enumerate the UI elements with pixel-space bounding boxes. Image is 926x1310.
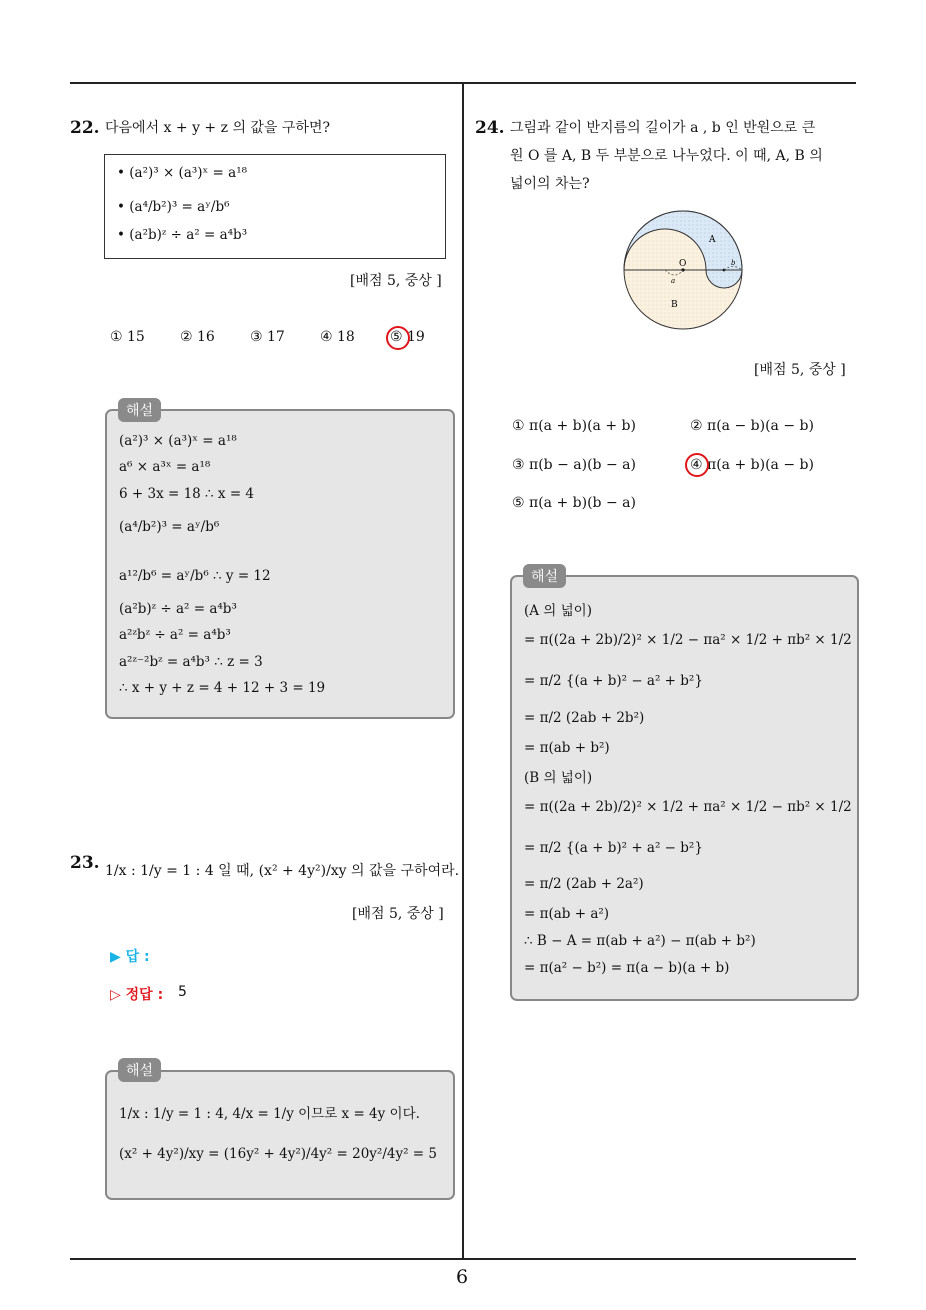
q22-sol-line-3: 6 + 3x = 18 ∴ x = 4 — [119, 486, 255, 502]
label-radius-b: b — [731, 259, 736, 267]
q23-solution-box — [105, 1070, 455, 1200]
q24-sol-line-5: = π(ab + b²) — [524, 740, 610, 756]
q24-sol-line-1: (A 의 넓이) — [524, 603, 592, 619]
q22-sol-line-1: (a²)³ × (a³)ˣ = a¹⁸ — [119, 433, 237, 449]
q24-question-line-1: 그림과 같이 반지름의 길이가 a , b 인 반원으로 큰 — [510, 120, 816, 136]
q24-sol-line-11: ∴ B − A = π(ab + a²) − π(ab + b²) — [524, 933, 756, 949]
label-a-region: A — [709, 235, 716, 245]
q24-question-line-2: 원 O 를 A, B 두 부분으로 나누었다. 이 때, A, B 의 — [510, 148, 823, 164]
q23-correct-label: ▷ 정답 : — [110, 987, 164, 1003]
q22-sol-line-7: a²ᶻbᶻ ÷ a² = a⁴b³ — [119, 627, 231, 643]
page-number: 6 — [456, 1266, 469, 1288]
q23-score: [배점 5, 중상 ] — [352, 906, 444, 922]
q24-solution-box — [510, 575, 859, 1001]
q22-choice-2[interactable]: ② 16 — [180, 329, 215, 345]
q22-sol-line-2: a⁶ × a³ˣ = a¹⁸ — [119, 459, 211, 475]
q22-sol-line-8: a²ᶻ⁻²bᶻ = a⁴b³ ∴ z = 3 — [119, 654, 263, 670]
q24-sol-line-7: = π((2a + 2b)/2)² × 1/2 + πa² × 1/2 − πb² × 1/2 — [524, 799, 852, 815]
label-o: O — [679, 259, 687, 269]
q24-choice-2[interactable]: ② π(a − b)(a − b) — [690, 418, 814, 434]
q23-sol-line-1: 1/x : 1/y = 1 : 4, 4/x = 1/y 이므로 x = 4y 이다. — [119, 1106, 420, 1122]
q22-choice-1[interactable]: ① 15 — [110, 329, 145, 345]
q24-number: 24. — [475, 118, 505, 138]
q24-sol-line-2: = π((2a + 2b)/2)² × 1/2 − πa² × 1/2 + πb² × 1/2 — [524, 632, 852, 648]
q24-score: [배점 5, 중상 ] — [754, 362, 846, 378]
q22-condition-2: • (a⁴/b²)³ = aʸ/b⁶ — [117, 199, 230, 215]
q24-choice-1[interactable]: ① π(a + b)(a + b) — [512, 418, 636, 434]
q22-sol-line-4: (a⁴/b²)³ = aʸ/b⁶ — [119, 519, 220, 535]
label-radius-a: a — [671, 277, 676, 285]
q24-choice-3[interactable]: ③ π(b − a)(b − a) — [512, 457, 636, 473]
q24-circle-figure — [620, 208, 750, 338]
q24-sol-line-8: = π/2 {(a + b)² + a² − b²} — [524, 840, 703, 856]
q24-sol-line-4: = π/2 (2ab + 2b²) — [524, 710, 645, 726]
q24-sol-line-6: (B 의 넓이) — [524, 770, 593, 786]
q24-sol-line-9: = π/2 (2ab + 2a²) — [524, 876, 644, 892]
q22-score: [배점 5, 중상 ] — [350, 273, 442, 289]
q22-choice-4[interactable]: ④ 18 — [320, 329, 355, 345]
q23-answer-label: ▶ 답 : — [110, 949, 150, 965]
bottom-rule — [70, 1258, 856, 1260]
q22-choice-5[interactable]: ⑤ 19 — [390, 329, 425, 345]
q24-sol-line-10: = π(ab + a²) — [524, 906, 610, 922]
q22-choice-3[interactable]: ③ 17 — [250, 329, 285, 345]
label-b-region: B — [671, 300, 678, 310]
column-divider — [462, 82, 464, 1260]
q23-question: 1/x : 1/y = 1 : 4 일 때, (x² + 4y²)/xy 의 값을 구하여라. — [105, 863, 460, 879]
q22-solution-box — [105, 409, 455, 719]
q22-sol-line-6: (a²b)ᶻ ÷ a² = a⁴b³ — [119, 601, 237, 617]
q22-condition-1: • (a²)³ × (a³)ˣ = a¹⁸ — [117, 165, 248, 181]
q24-choice-5[interactable]: ⑤ π(a + b)(b − a) — [512, 495, 636, 511]
q23-solution-tag: 해설 — [118, 1058, 161, 1082]
q22-number: 22. — [70, 118, 100, 138]
q24-choice-4[interactable]: ④ π(a + b)(a − b) — [690, 457, 814, 473]
q22-solution-tag: 해설 — [118, 398, 161, 422]
q23-correct-value: 5 — [178, 984, 187, 1000]
q22-sol-line-5: a¹²/b⁶ = aʸ/b⁶ ∴ y = 12 — [119, 568, 271, 584]
q23-number: 23. — [70, 853, 100, 873]
q24-solution-tag: 해설 — [523, 564, 566, 588]
q24-sol-line-12: = π(a² − b²) = π(a − b)(a + b) — [524, 960, 730, 976]
q24-question-line-3: 넓이의 차는? — [510, 176, 590, 192]
q23-sol-line-2: (x² + 4y²)/xy = (16y² + 4y²)/4y² = 20y²/4y² = 5 — [119, 1146, 437, 1162]
q24-answer-mark — [685, 453, 709, 477]
q24-sol-line-3: = π/2 {(a + b)² − a² + b²} — [524, 673, 703, 689]
q22-answer-mark — [386, 326, 410, 350]
q22-conditions-box — [104, 154, 446, 259]
q22-sol-line-9: ∴ x + y + z = 4 + 12 + 3 = 19 — [119, 680, 326, 696]
q22-condition-3: • (a²b)ᶻ ÷ a² = a⁴b³ — [117, 227, 248, 243]
q22-question: 다음에서 x + y + z 의 값을 구하면? — [105, 120, 330, 136]
